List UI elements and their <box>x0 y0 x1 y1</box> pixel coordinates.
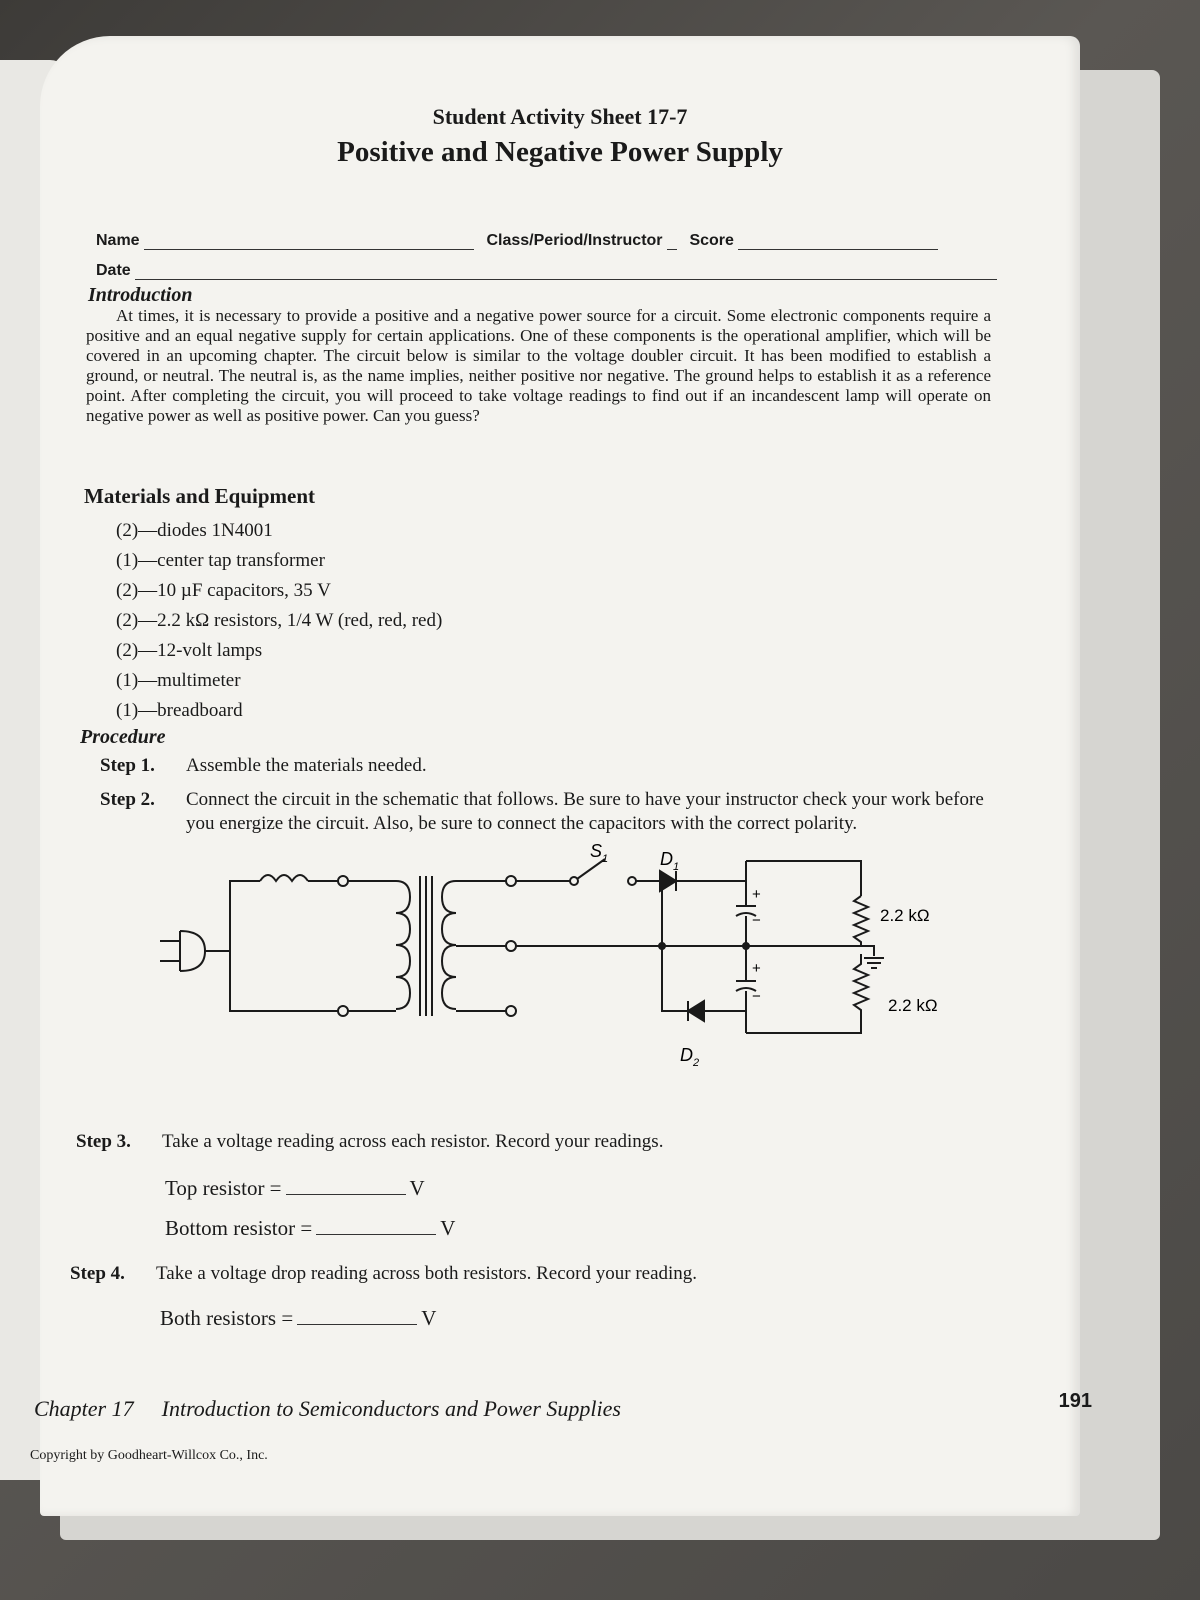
secondary-coil <box>442 881 456 1009</box>
page-number: 191 <box>1058 1390 1092 1412</box>
list-item: (2)—diodes 1N4001 <box>116 520 273 541</box>
name-label: Name <box>96 232 140 249</box>
capacitor-top-minus: − <box>752 912 761 929</box>
date-row <box>96 262 997 280</box>
diode-d1-label: $D_1$ <box>660 849 680 873</box>
chapter-number: Chapter 17 <box>34 1396 134 1421</box>
resistor-bottom-label: 2.2 kΩ <box>888 996 938 1015</box>
name-class-row <box>96 232 938 250</box>
list-item: (1)—breadboard <box>116 700 243 721</box>
top-resistor-label: Top resistor = <box>165 1176 282 1200</box>
bottom-resistor-field[interactable] <box>316 1216 436 1235</box>
list-item: (2)—12-volt lamps <box>116 640 263 661</box>
both-resistors-label: Both resistors = <box>160 1306 294 1330</box>
unit-label: V <box>421 1306 437 1330</box>
introduction-heading: Introduction <box>88 284 193 306</box>
chapter-title: Introduction to Semiconductors and Power Supplies <box>161 1396 621 1421</box>
capacitor-top-plus: + <box>752 886 761 903</box>
materials-list <box>116 516 442 726</box>
step-text: Assemble the materials needed. <box>186 755 427 776</box>
activity-sheet-number: Student Activity Sheet 17-7 <box>432 104 688 129</box>
diode-d2-label: $D_2$ <box>680 1045 700 1069</box>
date-label: Date <box>96 262 131 279</box>
both-resistors-answer <box>160 1306 436 1331</box>
page-title: Positive and Negative Power Supply <box>337 136 783 168</box>
step-text: Take a voltage reading across each resistor. Record your readings. <box>162 1131 664 1152</box>
capacitor-bottom-minus: − <box>752 988 761 1005</box>
step-label: Step 2. <box>100 789 155 810</box>
list-item: (2)—10 µF capacitors, 35 V <box>116 580 331 601</box>
procedure-heading: Procedure <box>80 726 166 748</box>
both-resistors-field[interactable] <box>297 1306 417 1325</box>
step-text: Take a voltage drop reading across both resistors. Record your reading. <box>156 1263 698 1284</box>
capacitor-bottom-plus: + <box>752 960 761 977</box>
circuit-schematic <box>140 841 1000 1111</box>
materials-heading: Materials and Equipment <box>84 484 316 508</box>
score-field[interactable] <box>738 235 938 250</box>
step-1 <box>100 754 1000 778</box>
list-item: (2)—2.2 kΩ resistors, 1/4 W (red, red, red) <box>116 610 443 631</box>
footer-chapter <box>34 1396 649 1422</box>
resistor-top <box>854 896 868 947</box>
bottom-resistor-label: Bottom resistor = <box>165 1216 313 1240</box>
class-field[interactable] <box>667 235 677 250</box>
bottom-resistor-answer <box>165 1216 455 1241</box>
step-2 <box>100 788 1000 836</box>
unit-label: V <box>409 1176 425 1200</box>
switch-blade <box>577 859 605 879</box>
score-label: Score <box>689 232 734 249</box>
resistor-bottom <box>854 954 868 1025</box>
copyright-notice: Copyright by Goodheart-Willcox Co., Inc. <box>30 1448 268 1463</box>
unit-label: V <box>440 1216 456 1240</box>
step-label: Step 4. <box>70 1263 125 1284</box>
class-label: Class/Period/Instructor <box>486 232 663 249</box>
plug-symbol <box>160 931 205 971</box>
capacitor-top <box>736 861 756 946</box>
diode-d1 <box>654 871 676 891</box>
list-item: (1)—multimeter <box>116 670 241 691</box>
ground-symbol <box>864 958 884 968</box>
worksheet-page <box>30 36 1092 1516</box>
fuse-symbol <box>260 875 308 881</box>
name-field[interactable] <box>144 235 474 250</box>
step-4 <box>70 1262 970 1286</box>
step-label: Step 1. <box>100 755 155 776</box>
primary-coil <box>396 881 410 1009</box>
resistor-top-label: 2.2 kΩ <box>880 906 930 925</box>
date-field[interactable] <box>135 265 997 280</box>
introduction-text: At times, it is necessary to provide a positive and a negative power source for a circuit. Some electronic components require a positive and an equal negative supply for certain applications. One of these components is the operational amplifier, which will be covered in an upcoming chapter. The circuit below is similar to the voltage doubler circuit. It has been modified to establish a ground, or neutral. The neutral is, as the name implies, neither positive nor negative. The ground helps to establish it as a reference point. After completing the circuit, you will proceed to take voltage readings to find out if an incandescent lamp will operate on negative power as well as positive power. Can you guess? <box>86 306 991 425</box>
top-resistor-answer <box>165 1176 425 1201</box>
list-item: (1)—center tap transformer <box>116 550 325 571</box>
top-resistor-field[interactable] <box>286 1176 406 1195</box>
step-label: Step 3. <box>76 1131 131 1152</box>
step-3 <box>76 1130 976 1154</box>
diode-d2 <box>682 1001 704 1021</box>
step-text: Connect the circuit in the schematic that follows. Be sure to have your instructor check your work before you energize the circuit. Also, be sure to connect the capacitors with the correct polarity. <box>186 789 984 834</box>
transformer-core <box>420 876 432 1016</box>
switch-label: $S_1$ <box>590 841 609 865</box>
